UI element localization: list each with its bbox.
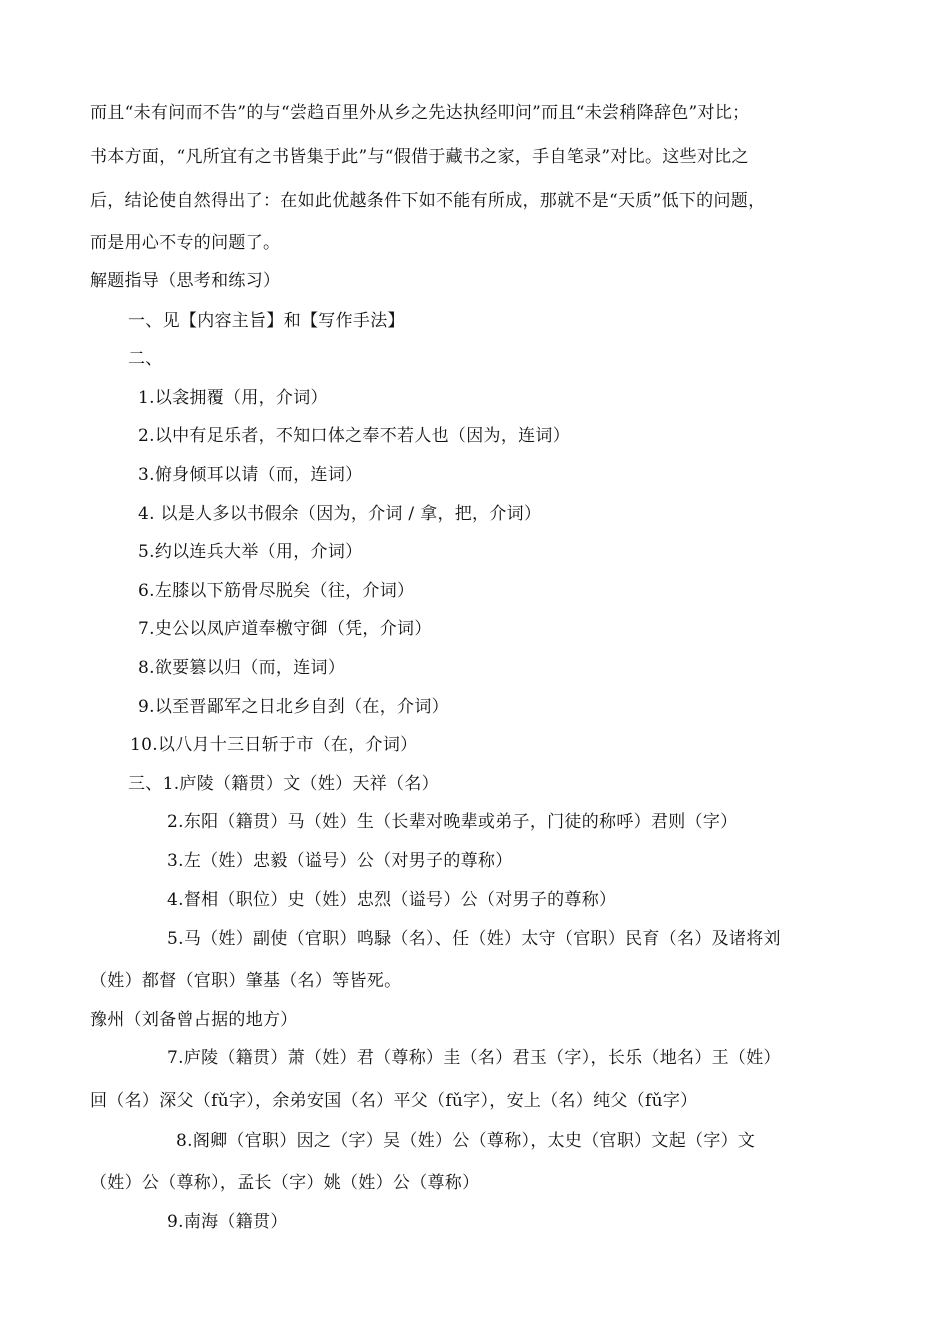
list-item: 5.马（姓）副使（官职）鸣騄（名）、任（姓）太守（官职）民育（名）及诸将刘 xyxy=(167,929,781,949)
list-item: 3.俯身倾耳以请（而，连词） xyxy=(138,465,363,485)
paragraph-line: 而且“未有问而不告”的与“尝趋百里外从乡之先达执经叩问”而且“未尝稍降辞色”对比； xyxy=(90,103,750,123)
list-item: 4. 以是人多以书假余（因为，介词 / 拿，把，介词） xyxy=(138,504,542,524)
list-item: 5.约以连兵大举（用，介词） xyxy=(138,542,363,562)
list-item: 4.督相（职位）史（姓）忠烈（谥号）公（对男子的尊称） xyxy=(167,890,617,910)
list-item: 7.史公以凤庐道奉檄守御（凭，介词） xyxy=(138,619,432,639)
list-item: 1.以衾拥覆（用，介词） xyxy=(138,388,328,408)
list-item-continued: （姓）都督（官职）肇基（名）等皆死。 xyxy=(90,971,402,991)
paragraph-line: 书本方面，“凡所宜有之书皆集于此”与“假借于藏书之家，手自笔录”对比。这些对比之 xyxy=(90,147,749,167)
list-item: 7.庐陵（籍贯）萧（姓）君（尊称）圭（名）君玉（字），长乐（地名）王（姓） xyxy=(167,1048,781,1068)
list-item: 三、1.庐陵（籍贯）文（姓）天祥（名） xyxy=(128,774,439,794)
list-item: 2.以中有足乐者，不知口体之奉不若人也（因为，连词） xyxy=(138,426,571,446)
list-item: 2.东阳（籍贯）马（姓）生（长辈对晚辈或弟子，门徒的称呼）君则（字） xyxy=(167,812,738,832)
list-item: 9.南海（籍贯） xyxy=(167,1212,288,1232)
list-item: 6.左膝以下筋骨尽脱矣（往，介词） xyxy=(138,581,415,601)
paragraph-line: 豫州（刘备曾占据的地方） xyxy=(90,1010,298,1030)
paragraph-line: 后，结论使自然得出了：在如此优越条件下如不能有所成，那就不是“天质”低下的问题， xyxy=(90,191,766,211)
list-item-continued: （姓）公（尊称），孟长（字）姚（姓）公（尊称） xyxy=(90,1173,480,1193)
answer-line: 一、见【内容主旨】和【写作手法】 xyxy=(128,311,405,331)
section-heading: 解题指导（思考和练习） xyxy=(90,271,281,291)
list-item: 9.以至晋鄙军之日北乡自刭（在，介词） xyxy=(138,697,449,717)
answer-line: 二、 xyxy=(128,349,163,369)
list-item: 10.以八月十三日斩于市（在，介词） xyxy=(130,735,418,755)
list-item: 3.左（姓）忠毅（谥号）公（对男子的尊称） xyxy=(167,851,513,871)
paragraph-line: 而是用心不专的问题了。 xyxy=(90,233,281,253)
list-item: 8.欲要篡以归（而，连词） xyxy=(138,658,346,678)
list-item: 8.阁卿（官职）因之（字）吴（姓）公（尊称），太史（官职）文起（字）文 xyxy=(176,1131,756,1151)
list-item-continued: 回（名）深父（fǔ字），余弟安国（名）平父（fǔ字），安上（名）纯父（fǔ字） xyxy=(90,1091,698,1111)
